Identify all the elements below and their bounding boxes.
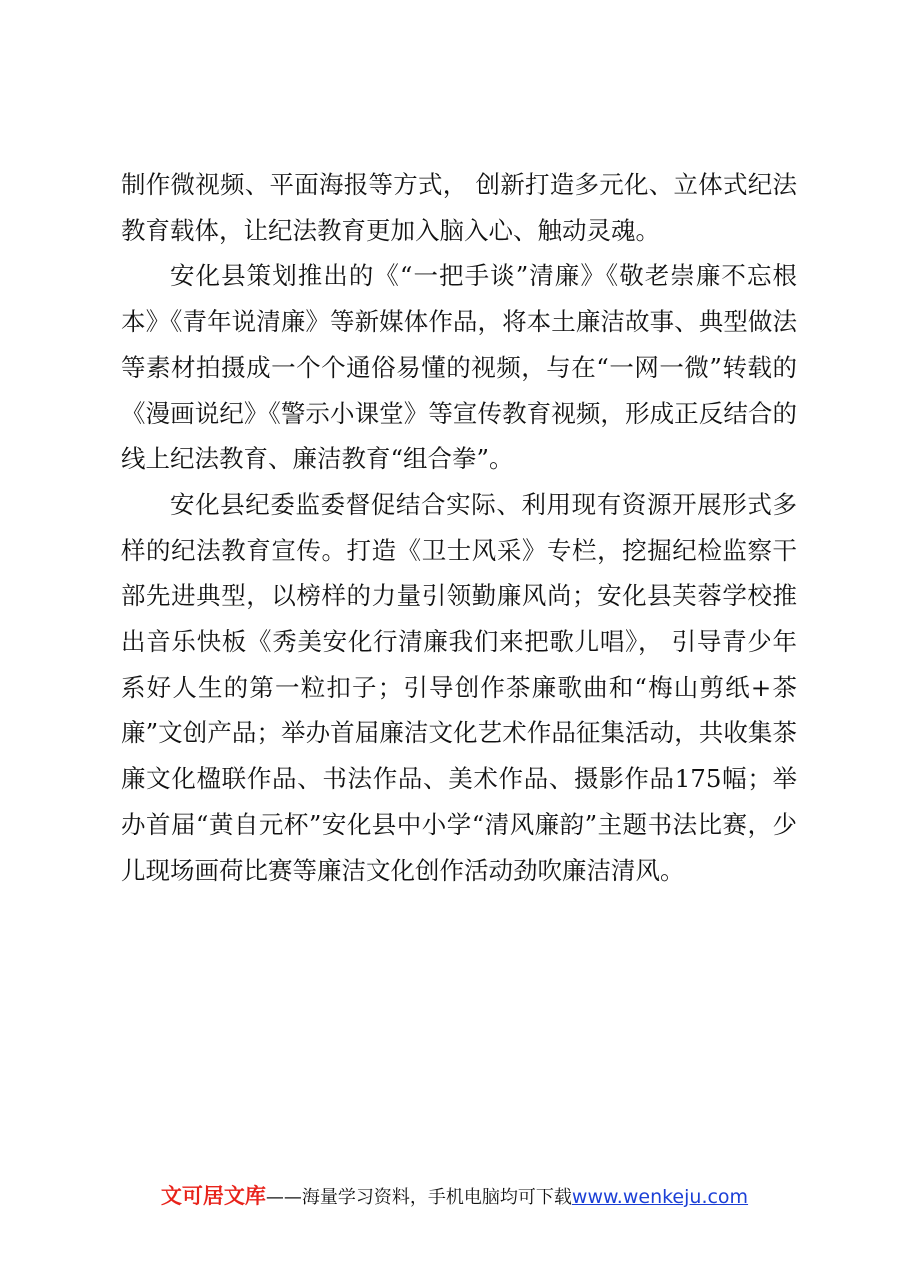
website-link[interactable]: www.wenkeju.com [571,1186,749,1208]
footer-banner [0,1182,909,1212]
paragraph-education-campaign: 安化县纪委监委督促结合实际、利用现有资源开展形式多样的纪法教育宣传。打造《卫士风采》专栏，挖掘纪检监察干部先进典型，以榜样的力量引领勤廉风尚；安化县芙蓉学校推出音乐快板《秀美安化行清廉我们来把歌儿唱》， 引导青少年系好人生的第一粒扣子；引导创作茶廉歌曲和“梅山剪纸+茶廉”文创产品；举办首届廉洁文化艺术作品征集活动，共收集茶廉文化楹联作品、书法作品、美术作品、摄影作品175幅；举办首届“黄自元杯”安化县中小学“清风廉韵”主题书法比赛，少儿现场画荷比赛等廉洁文化创作活动劲吹廉洁清风。 [121,489,797,885]
paragraph-new-media-works: 安化县策划推出的《“一把手谈”清廉》《敬老崇廉不忘根本》《青年说清廉》等新媒体作品，将本土廉洁故事、典型做法等素材拍摄成一个个通俗易懂的视频，与在“一网一微”转载的《漫画说纪》《警示小课堂》等宣传教育视频，形成正反结合的线上纪法教育、廉洁教育“组合拳”。 [121,261,797,474]
footer-slogan: ——海量学习资料，手机电脑均可下载 [265,1187,572,1208]
brand-name: 文可居文库 [160,1184,266,1208]
document-body [121,162,797,893]
paragraph-continuation: 制作微视频、平面海报等方式， 创新打造多元化、立体式纪法教育载体，让纪法教育更加入脑入心、触动灵魂。 [121,170,797,245]
